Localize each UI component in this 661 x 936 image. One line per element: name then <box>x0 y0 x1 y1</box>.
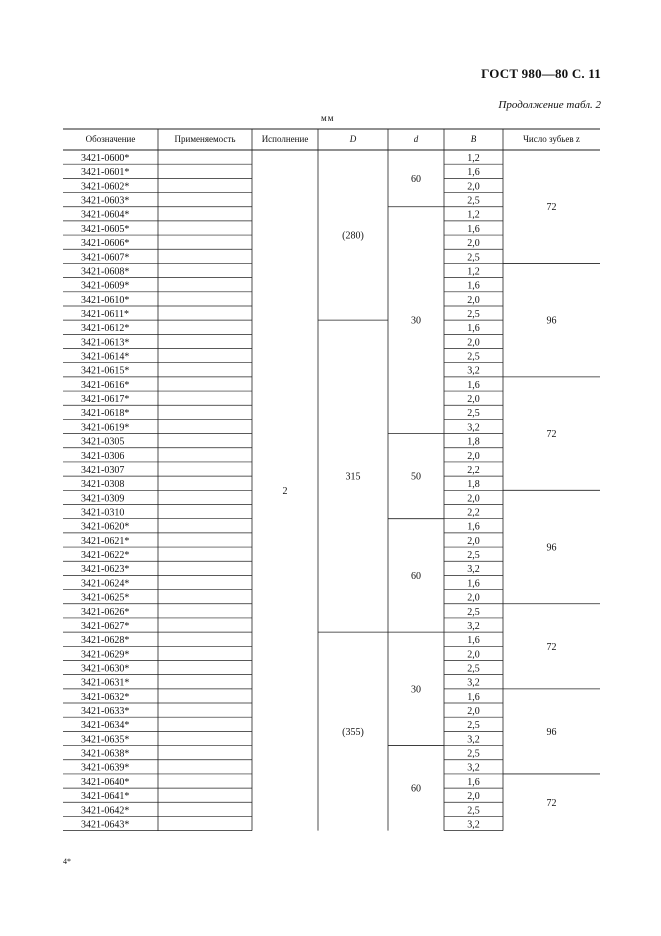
row-designation: 3421-0620* <box>81 521 130 533</box>
row-designation: 3421-0309 <box>81 493 125 505</box>
row-designation: 3421-0616* <box>81 379 130 391</box>
D-cell-value: 315 <box>345 471 361 483</box>
row-B-value: 1,2 <box>467 266 480 278</box>
row-B-value: 2,5 <box>467 720 480 732</box>
row-B-value: 3,2 <box>467 762 480 774</box>
row-designation: 3421-0615* <box>81 365 130 377</box>
row-B-value: 2,0 <box>467 649 480 661</box>
row-B-value: 2,0 <box>467 535 480 547</box>
header-d: d <box>413 134 419 144</box>
row-B-value: 2,5 <box>467 351 480 363</box>
row-designation: 3421-0613* <box>81 337 130 349</box>
row-designation: 3421-0625* <box>81 592 130 604</box>
row-designation: 3421-0602* <box>81 181 130 193</box>
row-B-value: 1,6 <box>467 521 480 533</box>
teeth-cell-value: 72 <box>546 202 557 214</box>
row-B-value: 1,6 <box>467 379 480 391</box>
row-designation: 3421-0627* <box>81 620 130 632</box>
header-version: Исполнение <box>261 134 309 144</box>
row-designation: 3421-0632* <box>81 691 130 703</box>
row-B-value: 2,5 <box>467 252 480 264</box>
header-teeth: Число зубьев z <box>523 134 580 144</box>
row-B-value: 2,5 <box>467 748 480 760</box>
row-designation: 3421-0308 <box>81 479 125 491</box>
row-designation: 3421-0624* <box>81 578 130 590</box>
row-designation: 3421-0634* <box>81 720 130 732</box>
D-cell-value: (355) <box>342 726 364 738</box>
row-B-value: 2,0 <box>467 791 480 803</box>
row-B-value: 2,0 <box>467 706 480 718</box>
row-B-value: 2,0 <box>467 394 480 406</box>
row-designation: 3421-0618* <box>81 408 130 420</box>
row-designation: 3421-0619* <box>81 422 130 434</box>
row-B-value: 2,0 <box>467 238 480 250</box>
row-B-value: 1,6 <box>467 280 480 292</box>
row-B-value: 1,6 <box>467 323 480 335</box>
d-cell-value: 60 <box>411 570 421 582</box>
row-B-value: 2,0 <box>467 181 480 193</box>
row-B-value: 2,0 <box>467 450 480 462</box>
teeth-cell-value: 96 <box>546 726 557 738</box>
row-B-value: 2,5 <box>467 805 480 817</box>
row-designation: 3421-0306 <box>81 450 125 462</box>
row-designation: 3421-0628* <box>81 635 130 647</box>
row-designation: 3421-0608* <box>81 266 130 278</box>
row-designation: 3421-0633* <box>81 706 130 718</box>
header-designation: Обозначение <box>85 134 136 144</box>
teeth-cell-value: 72 <box>546 641 557 653</box>
row-designation: 3421-0606* <box>81 238 130 250</box>
row-B-value: 2,0 <box>467 337 480 349</box>
row-designation: 3421-0626* <box>81 606 130 618</box>
row-B-value: 2,5 <box>467 195 480 207</box>
version-cell-value: 2 <box>282 485 288 497</box>
row-designation: 3421-0307 <box>81 464 125 476</box>
row-designation: 3421-0629* <box>81 649 130 661</box>
row-designation: 3421-0642* <box>81 805 130 817</box>
page-signature-mark: 4* <box>63 857 71 866</box>
row-B-value: 2,0 <box>467 493 480 505</box>
row-designation: 3421-0607* <box>81 252 130 264</box>
table-continuation-label: Продолжение табл. 2 <box>498 99 601 111</box>
row-designation: 3421-0612* <box>81 323 130 335</box>
row-designation: 3421-0609* <box>81 280 130 292</box>
teeth-cell-value: 96 <box>546 315 557 327</box>
row-B-value: 1,2 <box>467 209 480 221</box>
row-designation: 3421-0643* <box>81 819 130 831</box>
row-B-value: 3,2 <box>467 422 480 434</box>
row-designation: 3421-0622* <box>81 550 130 562</box>
row-designation: 3421-0621* <box>81 535 130 547</box>
d-cell-value: 60 <box>411 173 421 185</box>
row-designation: 3421-0600* <box>81 153 130 164</box>
page-header: ГОСТ 980—80 С. 11 <box>481 66 601 81</box>
row-B-value: 1,6 <box>467 578 480 590</box>
row-designation: 3421-0305 <box>81 436 125 448</box>
row-designation: 3421-0614* <box>81 351 130 363</box>
row-designation: 3421-0623* <box>81 564 130 576</box>
row-B-value: 1,8 <box>467 479 480 491</box>
teeth-cell-value: 72 <box>546 797 557 809</box>
row-B-value: 1,6 <box>467 167 480 179</box>
row-designation: 3421-0638* <box>81 748 130 760</box>
row-designation: 3421-0617* <box>81 394 130 406</box>
row-B-value: 3,2 <box>467 734 480 746</box>
d-cell-value: 30 <box>411 684 421 696</box>
row-B-value: 3,2 <box>467 819 480 831</box>
row-designation: 3421-0601* <box>81 167 130 179</box>
row-designation: 3421-0611* <box>81 308 129 320</box>
row-B-value: 2,2 <box>467 507 480 519</box>
d-cell-value: 50 <box>411 471 421 483</box>
header-applicability: Применяемость <box>174 134 236 144</box>
teeth-cell-value: 96 <box>546 542 557 554</box>
row-B-value: 3,2 <box>467 620 480 632</box>
row-designation: 3421-0310 <box>81 507 125 519</box>
row-designation: 3421-0639* <box>81 762 130 774</box>
row-B-value: 2,5 <box>467 606 480 618</box>
row-designation: 3421-0605* <box>81 223 130 235</box>
unit-label: мм <box>321 113 335 123</box>
row-B-value: 3,2 <box>467 677 480 689</box>
row-B-value: 1,6 <box>467 223 480 235</box>
header-D: D <box>349 134 357 144</box>
teeth-cell-value: 72 <box>546 429 557 441</box>
row-B-value: 2,2 <box>467 464 480 476</box>
row-designation: 3421-0630* <box>81 663 130 675</box>
d-cell-value: 30 <box>411 315 421 327</box>
row-designation: 3421-0635* <box>81 734 130 746</box>
row-B-value: 2,5 <box>467 550 480 562</box>
row-designation: 3421-0631* <box>81 677 130 689</box>
row-B-value: 2,0 <box>467 294 480 306</box>
row-B-value: 3,2 <box>467 365 480 377</box>
row-B-value: 2,5 <box>467 663 480 675</box>
header-B: B <box>470 134 477 144</box>
row-B-value: 1,8 <box>467 436 480 448</box>
row-designation: 3421-0640* <box>81 776 130 788</box>
row-B-value: 2,0 <box>467 592 480 604</box>
row-B-value: 1,6 <box>467 776 480 788</box>
row-designation: 3421-0641* <box>81 791 130 803</box>
row-B-value: 2,5 <box>467 308 480 320</box>
row-B-value: 1,2 <box>467 153 480 164</box>
row-designation: 3421-0604* <box>81 209 130 221</box>
row-B-value: 3,2 <box>467 564 480 576</box>
row-designation: 3421-0610* <box>81 294 130 306</box>
D-cell-value: (280) <box>342 230 364 242</box>
d-cell-value: 60 <box>411 783 421 795</box>
row-designation: 3421-0603* <box>81 195 130 207</box>
row-B-value: 2,5 <box>467 408 480 420</box>
row-B-value: 1,6 <box>467 691 480 703</box>
row-B-value: 1,6 <box>467 635 480 647</box>
